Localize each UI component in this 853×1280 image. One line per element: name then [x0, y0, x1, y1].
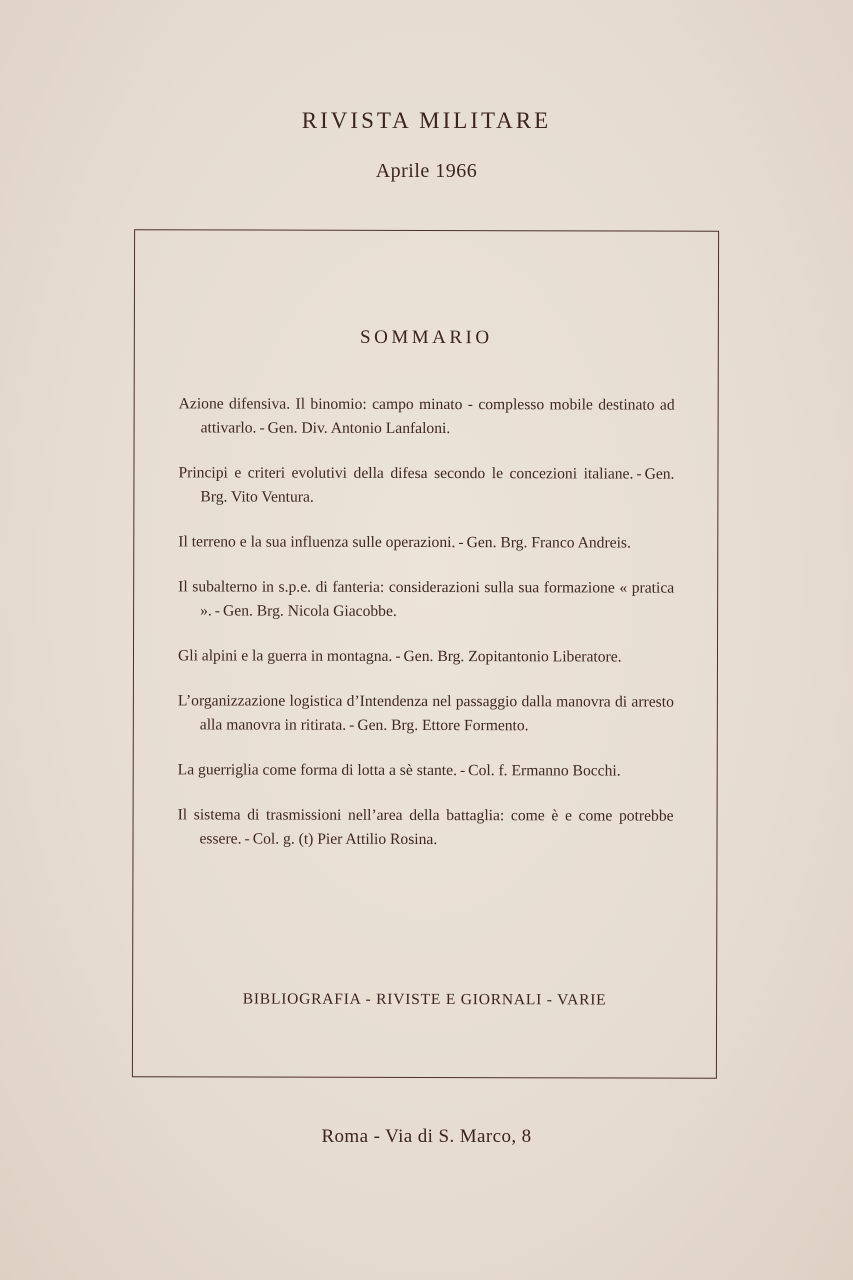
summary-entry [179, 392, 675, 441]
entry-separator: - [349, 716, 355, 734]
entry-title: Principi e criteri evolutivi della difesa secondo le concezioni italiane. [178, 464, 634, 483]
entry-separator: - [459, 762, 466, 780]
entry-title: Il sistema di trasmissioni nell’area della battaglia: come è e come potrebbe essere. [177, 806, 674, 848]
summary-heading: SOMMARIO [360, 326, 493, 349]
entry-author: Gen. Brg. Zopitantonio Liberatore. [403, 647, 622, 666]
journal-title: RIVISTA MILITARE [301, 108, 552, 133]
summary-entry [178, 461, 674, 510]
summary-entry [177, 803, 673, 852]
entry-title: Il terreno e la sua influenza sulle operazioni. [178, 533, 456, 552]
entry-title: La guerriglia come forma di lotta a sè stante. [177, 761, 457, 780]
entry-author: Gen. Brg. Vito Ventura. [200, 465, 675, 506]
entry-separator: - [395, 647, 401, 665]
summary-entries [177, 392, 674, 873]
entry-author: Gen. Brg. Ettore Formento. [357, 716, 529, 735]
entry-author: Gen. Div. Antonio Lanfaloni. [267, 419, 451, 438]
entry-author: Gen. Brg. Franco Andreis. [466, 534, 631, 552]
summary-entry [178, 530, 674, 555]
summary-entry [178, 575, 674, 624]
entry-author: Gen. Brg. Nicola Giacobbe. [222, 602, 397, 620]
entry-separator: - [214, 602, 221, 620]
summary-entry [178, 644, 674, 669]
entry-separator: - [458, 534, 464, 552]
summary-entry [178, 689, 674, 738]
entry-title: Gli alpini e la guerra in montagna. [177, 647, 393, 665]
summary-frame [132, 229, 719, 1079]
summary-entry [178, 758, 674, 783]
entry-author: Col. g. (t) Pier Attilio Rosina. [252, 830, 438, 849]
sections-footer: BIBLIOGRAFIA - RIVISTE E GIORNALI - VARIE [242, 990, 607, 1009]
entry-separator: - [244, 830, 250, 848]
entry-title: L’organizzazione logistica d’Intendenza nel passaggio dalla manovra di arresto alla manovra in ritirata. [177, 692, 674, 734]
entry-separator: - [636, 465, 642, 483]
entry-author: Col. f. Ermanno Bocchi. [468, 762, 621, 780]
entry-title: Azione difensiva. Il binomio: campo minato - complesso mobile destinato ad attivarlo. [178, 395, 675, 437]
entry-separator: - [259, 419, 265, 437]
issue-date: Aprile 1966 [375, 160, 478, 182]
entry-title: Il subalterno in s.p.e. di fanteria: considerazioni sulla sua formazione « pratica ». [178, 578, 675, 620]
publisher-address: Roma - Via di S. Marco, 8 [321, 1126, 532, 1147]
